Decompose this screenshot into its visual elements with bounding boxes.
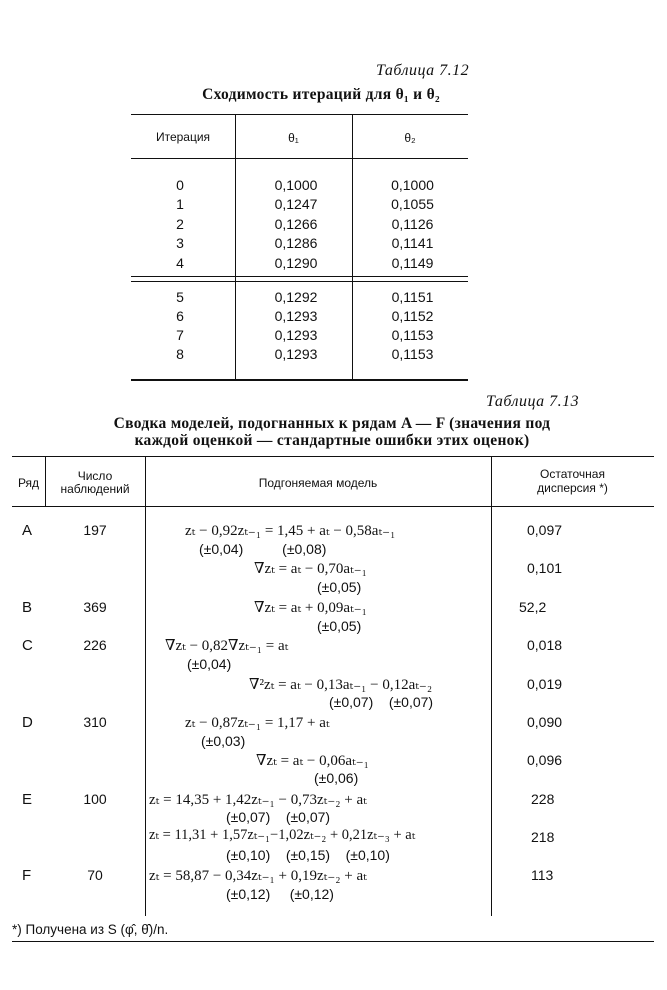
table2-header-obs: наблюдений: [60, 482, 130, 496]
table1-iter: 5: [176, 289, 184, 305]
table2-series: A: [22, 522, 33, 539]
table2-resid: 0,019: [527, 676, 563, 692]
table1-header-theta1: θ₁: [288, 131, 299, 145]
table1-theta2: 0,1055: [391, 196, 434, 212]
table1-header-theta2: θ₂: [404, 131, 416, 145]
table1-theta1: 0,1266: [274, 216, 318, 232]
table2-title-line2: каждой оценкой — стандартные ошибки этих оценок): [134, 432, 530, 449]
table2-nobs: 197: [83, 522, 107, 538]
table2-model: zₜ = 58,87 − 0,34zₜ₋₁ + 0,19zₜ₋₂ + aₜ: [149, 868, 367, 884]
table2-resid: 0,096: [527, 752, 563, 768]
table2-header-model: Подгоняемая модель: [258, 476, 378, 490]
table1-theta1: 0,1290: [274, 255, 318, 271]
table2-model: zₜ = 11,31 + 1,57zₜ₋₁−1,02zₜ₋₂ + 0,21zₜ₋₃ + aₜ: [149, 827, 416, 843]
table2-se: (±0,07) (±0,07): [329, 694, 434, 710]
table1-theta2: 0,1000: [391, 177, 434, 193]
table2-se: (±0,07) (±0,07): [226, 809, 331, 825]
table1-theta1: 0,1293: [274, 308, 318, 324]
table2-model: zₜ − 0,87zₜ₋₁ = 1,17 + aₜ: [185, 715, 330, 731]
table2-model: ∇zₜ = aₜ − 0,70aₜ₋₁: [254, 561, 367, 577]
table1-iter: 6: [176, 308, 184, 324]
table2-se: (±0,05): [317, 579, 362, 595]
table2-title-line1: Сводка моделей, подогнанных к рядам A — F (значения под: [113, 415, 551, 432]
table1-theta1: 0,1293: [274, 346, 318, 362]
table1-theta2: 0,1126: [391, 216, 434, 232]
table2-model: zₜ = 14,35 + 1,42zₜ₋₁ − 0,73zₜ₋₂ + aₜ: [149, 792, 367, 808]
table1-theta1: 0,1286: [274, 235, 318, 251]
table1-iter: 4: [176, 255, 184, 271]
table1-theta1: 0,1247: [274, 196, 318, 212]
table1-caption: Таблица 7.12: [376, 62, 470, 79]
table2-se: (±0,06): [314, 770, 359, 786]
table2-model: ∇zₜ = aₜ − 0,06aₜ₋₁: [256, 753, 369, 769]
table2-nobs: 226: [83, 637, 107, 653]
table2-series: B: [22, 599, 33, 616]
table2-nobs: 369: [83, 599, 107, 615]
table2-series: D: [22, 714, 33, 731]
table2-resid: 218: [531, 829, 555, 845]
table1-theta2: 0,1151: [391, 289, 434, 305]
table1-theta1: 0,1000: [274, 177, 318, 193]
table2-model: ∇zₜ − 0,82∇zₜ₋₁ = aₜ: [165, 638, 289, 654]
table1-theta2: 0,1141: [391, 235, 434, 251]
table2-nobs: 310: [83, 714, 107, 730]
table2-resid: 0,097: [527, 522, 563, 538]
table1-theta1: 0,1292: [274, 289, 318, 305]
table2-se: (±0,12) (±0,12): [226, 886, 334, 902]
table1-iter: 2: [176, 216, 184, 232]
table2-series: F: [22, 867, 32, 884]
table2-se: (±0,05): [317, 618, 362, 634]
table1-iter: 7: [176, 327, 184, 343]
table2-resid: 0,101: [527, 560, 563, 576]
table2-nobs: 100: [83, 791, 107, 807]
table2-nobs: 70: [87, 867, 103, 883]
table2-resid: 52,2: [519, 599, 547, 615]
table2-header-obs: Число: [77, 469, 113, 483]
table1-iter: 8: [176, 346, 184, 362]
table1-iter: 1: [176, 196, 184, 212]
table2-header-resid: Остаточная: [540, 467, 605, 481]
table2-se: (±0,04): [187, 656, 232, 672]
table2-resid: 228: [531, 791, 555, 807]
table2-series: C: [22, 637, 33, 654]
table2-series: E: [22, 791, 33, 808]
table1-header-iteration: Итерация: [155, 130, 211, 144]
table1-iter: 0: [176, 177, 184, 193]
table2-footnote: *) Получена из S (φ̂, θ̂)/n.: [12, 922, 169, 937]
table1-iter: 3: [176, 235, 184, 251]
table1-theta2: 0,1152: [391, 308, 434, 324]
table1-theta2: 0,1153: [391, 346, 434, 362]
table2-se: (±0,10) (±0,15) (±0,10): [226, 847, 390, 863]
table2-se: (±0,03): [201, 733, 246, 749]
table2-resid: 0,018: [527, 637, 563, 653]
table2-resid: 0,090: [527, 714, 563, 730]
table1-theta2: 0,1153: [391, 327, 434, 343]
table2-model: zₜ − 0,92zₜ₋₁ = 1,45 + aₜ − 0,58aₜ₋₁: [185, 523, 396, 539]
table2-header-resid: дисперсия *): [537, 481, 608, 495]
table1-theta2: 0,1149: [391, 255, 434, 271]
table1-title: Сходимость итераций для θ₁ и θ₂: [202, 86, 440, 103]
table2-model: ∇²zₜ = aₜ − 0,13aₜ₋₁ − 0,12aₜ₋₂: [249, 677, 433, 693]
table2-caption: Таблица 7.13: [486, 393, 580, 410]
table2-resid: 113: [531, 867, 554, 883]
table2-model: ∇zₜ = aₜ + 0,09aₜ₋₁: [254, 600, 367, 616]
table2-header-series: Ряд: [17, 476, 40, 490]
table1-theta1: 0,1293: [274, 327, 318, 343]
table2-se: (±0,04) (±0,08): [199, 541, 327, 557]
